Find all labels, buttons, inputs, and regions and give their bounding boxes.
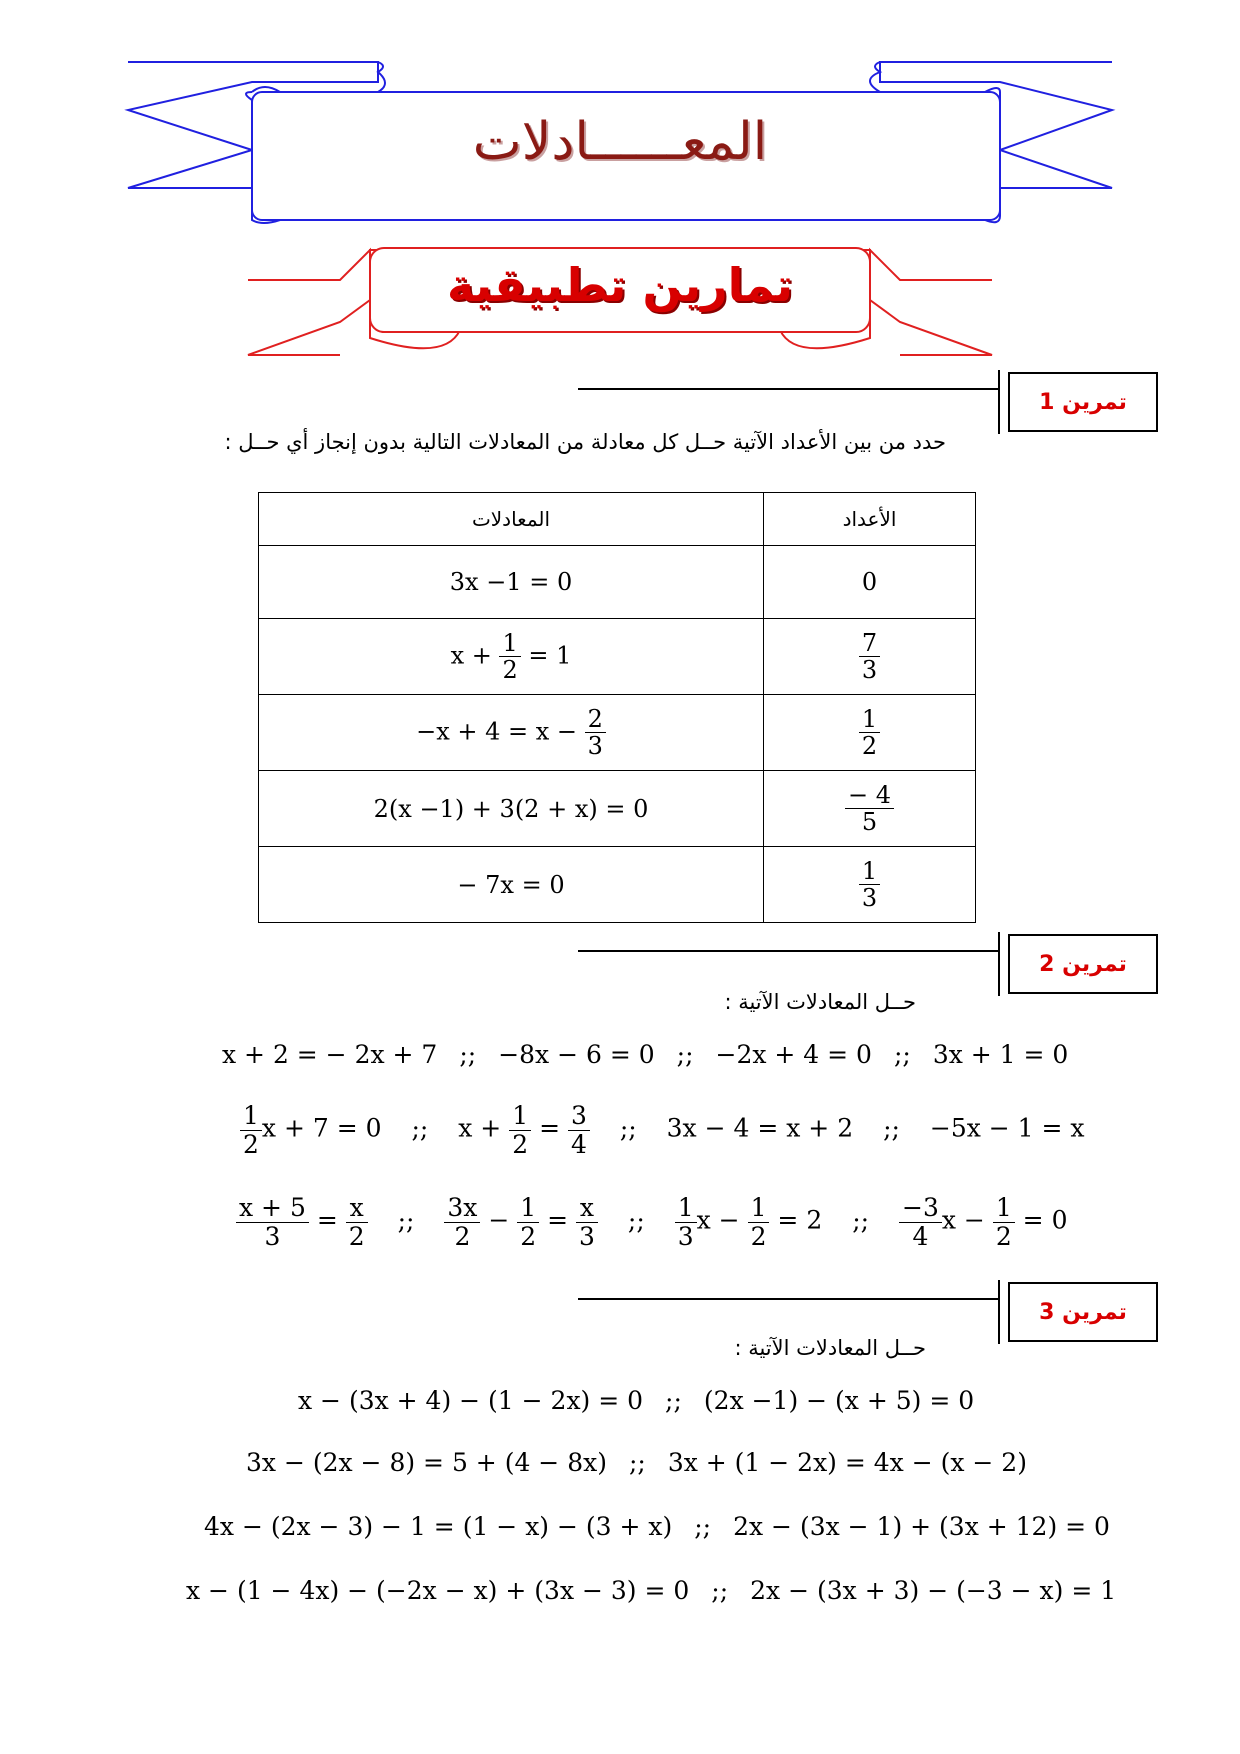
- exercise-2-divider: [998, 932, 1000, 996]
- separator: ;;: [893, 1040, 911, 1069]
- equation-2-fraction: [499, 630, 520, 684]
- eq-2-8: −5x − 1 = x: [929, 1113, 1085, 1143]
- equation-3-fraction: [585, 706, 606, 760]
- separator: ;;: [883, 1113, 900, 1143]
- term: x −: [941, 1205, 985, 1235]
- denominator: 2: [750, 1221, 767, 1251]
- denominator: 3: [579, 1221, 595, 1251]
- denominator: 2: [512, 1129, 529, 1159]
- fraction: [517, 1194, 539, 1250]
- denominator: 5: [861, 808, 878, 836]
- numerator: 1: [675, 1194, 697, 1223]
- page-title: المعــــــادلات: [472, 112, 768, 172]
- header-numbers: الأعداد: [764, 493, 976, 546]
- equation-1: 3x −1 = 0: [259, 546, 764, 619]
- fraction: [509, 1102, 531, 1158]
- eq-3-4: 3x + (1 − 2x) = 4x − (x − 2): [667, 1448, 1027, 1477]
- number-4: [764, 771, 976, 847]
- equation-3: [259, 695, 764, 771]
- equals: =: [539, 1113, 561, 1143]
- exercise-3-divider: [998, 1280, 1000, 1344]
- numerator: x + 5: [236, 1194, 309, 1223]
- number-2: [764, 619, 976, 695]
- numerator: x: [346, 1194, 368, 1223]
- exercise-2-line-2: [240, 1102, 1085, 1158]
- separator: ;;: [852, 1205, 870, 1235]
- fraction: [346, 1194, 368, 1250]
- separator: ;;: [411, 1113, 429, 1143]
- exercise-1-instruction: حدد من بين الأعداد الآتية حــل كل معادلة من المعادلات التالية بدون إنجاز أي حــل :: [224, 430, 946, 454]
- separator: ;;: [628, 1448, 646, 1477]
- exercise-1-divider: [998, 370, 1000, 434]
- denominator: 4: [912, 1221, 929, 1251]
- numerator: x: [576, 1194, 598, 1223]
- minus: −: [488, 1205, 510, 1235]
- equation-3-left: −x + 4 = x −: [416, 717, 577, 745]
- fraction: [568, 1102, 590, 1158]
- eq-3-6: 2x − (3x − 1) + (3x + 12) = 0: [733, 1512, 1110, 1541]
- fraction: [993, 1194, 1015, 1250]
- exercise-1-table: [258, 492, 976, 923]
- numerator: 1: [517, 1194, 539, 1223]
- ribbon-banners: [0, 0, 1240, 380]
- exercise-2-line-3: [236, 1194, 1067, 1250]
- denominator: 3: [587, 732, 603, 760]
- exercise-3-line-4: [186, 1576, 1116, 1605]
- exercise-3-instruction: حــل المعادلات الآتية :: [734, 1336, 926, 1360]
- exercise-3-line-3: [204, 1512, 1110, 1541]
- numerator: 1: [993, 1194, 1015, 1223]
- denominator: 2: [520, 1221, 537, 1251]
- denominator: 4: [570, 1129, 587, 1159]
- numerator: −3: [899, 1194, 942, 1223]
- eq-3-2: (2x −1) − (x + 5) = 0: [703, 1386, 975, 1415]
- term: = 0: [1022, 1205, 1068, 1235]
- term: = 2: [777, 1205, 823, 1235]
- numerator: 1: [859, 706, 880, 733]
- number-1: 0: [764, 546, 976, 619]
- denominator: 2: [502, 656, 518, 684]
- exercise-1-label: تمرين 1: [1008, 372, 1158, 432]
- separator: ;;: [627, 1205, 645, 1235]
- eq-2-7: 3x − 4 = x + 2: [666, 1113, 854, 1143]
- eq-2-2: −8x − 6 = 0: [498, 1040, 655, 1069]
- fraction: [748, 1194, 770, 1250]
- eq-2-6-left: x +: [458, 1113, 502, 1143]
- number-5: [764, 847, 976, 923]
- separator: ;;: [694, 1512, 712, 1541]
- denominator: 2: [348, 1221, 365, 1251]
- exercise-3-line-2: [246, 1448, 1027, 1477]
- denominator: 3: [677, 1221, 694, 1251]
- eq-2-5: x + 7 = 0: [261, 1113, 382, 1143]
- eq-2-1: x + 2 = − 2x + 7: [222, 1040, 438, 1069]
- header-equations: المعادلات: [259, 493, 764, 546]
- numerator: 2: [585, 706, 606, 733]
- eq-3-7: x − (1 − 4x) − (−2x − x) + (3x − 3) = 0: [186, 1576, 690, 1605]
- eq-3-8: 2x − (3x + 3) − (−3 − x) = 1: [750, 1576, 1117, 1605]
- page-subtitle: تمارين تطبيقية: [447, 258, 793, 312]
- fraction: [675, 1194, 697, 1250]
- equation-2: [259, 619, 764, 695]
- separator: ;;: [711, 1576, 729, 1605]
- denominator: 3: [861, 656, 878, 684]
- exercise-3-line-1: [298, 1386, 974, 1415]
- separator: ;;: [397, 1205, 415, 1235]
- separator: ;;: [676, 1040, 694, 1069]
- denominator: 2: [995, 1221, 1012, 1251]
- equals: =: [547, 1205, 569, 1235]
- exercise-2-instruction: حــل المعادلات الآتية :: [724, 990, 916, 1014]
- numerator: 3x: [444, 1194, 480, 1223]
- exercise-1-rule: [578, 388, 998, 390]
- exercise-2-label: تمرين 2: [1008, 934, 1158, 994]
- denominator: 3: [264, 1221, 281, 1251]
- separator: ;;: [665, 1386, 682, 1415]
- equation-4: 2(x −1) + 3(2 + x) = 0: [259, 771, 764, 847]
- fraction: [236, 1194, 309, 1250]
- term: x −: [696, 1205, 740, 1235]
- fraction: [240, 1102, 262, 1158]
- numerator: 7: [859, 630, 880, 657]
- numerator: 1: [509, 1102, 531, 1131]
- eq-2-4: 3x + 1 = 0: [932, 1040, 1069, 1069]
- eq-2-3: −2x + 4 = 0: [715, 1040, 872, 1069]
- number-3: [764, 695, 976, 771]
- eq-3-5: 4x − (2x − 3) − 1 = (1 − x) − (3 + x): [204, 1512, 673, 1541]
- equation-2-left: x +: [450, 641, 492, 669]
- exercise-3-label: تمرين 3: [1008, 1282, 1158, 1342]
- exercise-2-line-1: [222, 1040, 1068, 1069]
- numerator: − 4: [845, 782, 894, 809]
- eq-3-1: x − (3x + 4) − (1 − 2x) = 0: [298, 1386, 644, 1415]
- fraction: [576, 1194, 598, 1250]
- numerator: 3: [568, 1102, 590, 1131]
- eq-3-3: 3x − (2x − 8) = 5 + (4 − 8x): [246, 1448, 607, 1477]
- numerator: 1: [748, 1194, 770, 1223]
- separator: ;;: [619, 1113, 637, 1143]
- denominator: 2: [454, 1221, 471, 1251]
- fraction: [444, 1194, 480, 1250]
- denominator: 2: [243, 1129, 259, 1159]
- exercise-2-rule: [578, 950, 998, 952]
- equals: =: [316, 1205, 338, 1235]
- denominator: 3: [861, 884, 878, 912]
- separator: ;;: [459, 1040, 477, 1069]
- equation-2-right: = 1: [528, 641, 572, 669]
- numerator: 1: [859, 858, 880, 885]
- equation-5: − 7x = 0: [259, 847, 764, 923]
- fraction: [899, 1194, 942, 1250]
- numerator: 1: [499, 630, 520, 657]
- denominator: 2: [861, 732, 878, 760]
- numerator: 1: [240, 1102, 262, 1131]
- exercise-3-rule: [578, 1298, 998, 1300]
